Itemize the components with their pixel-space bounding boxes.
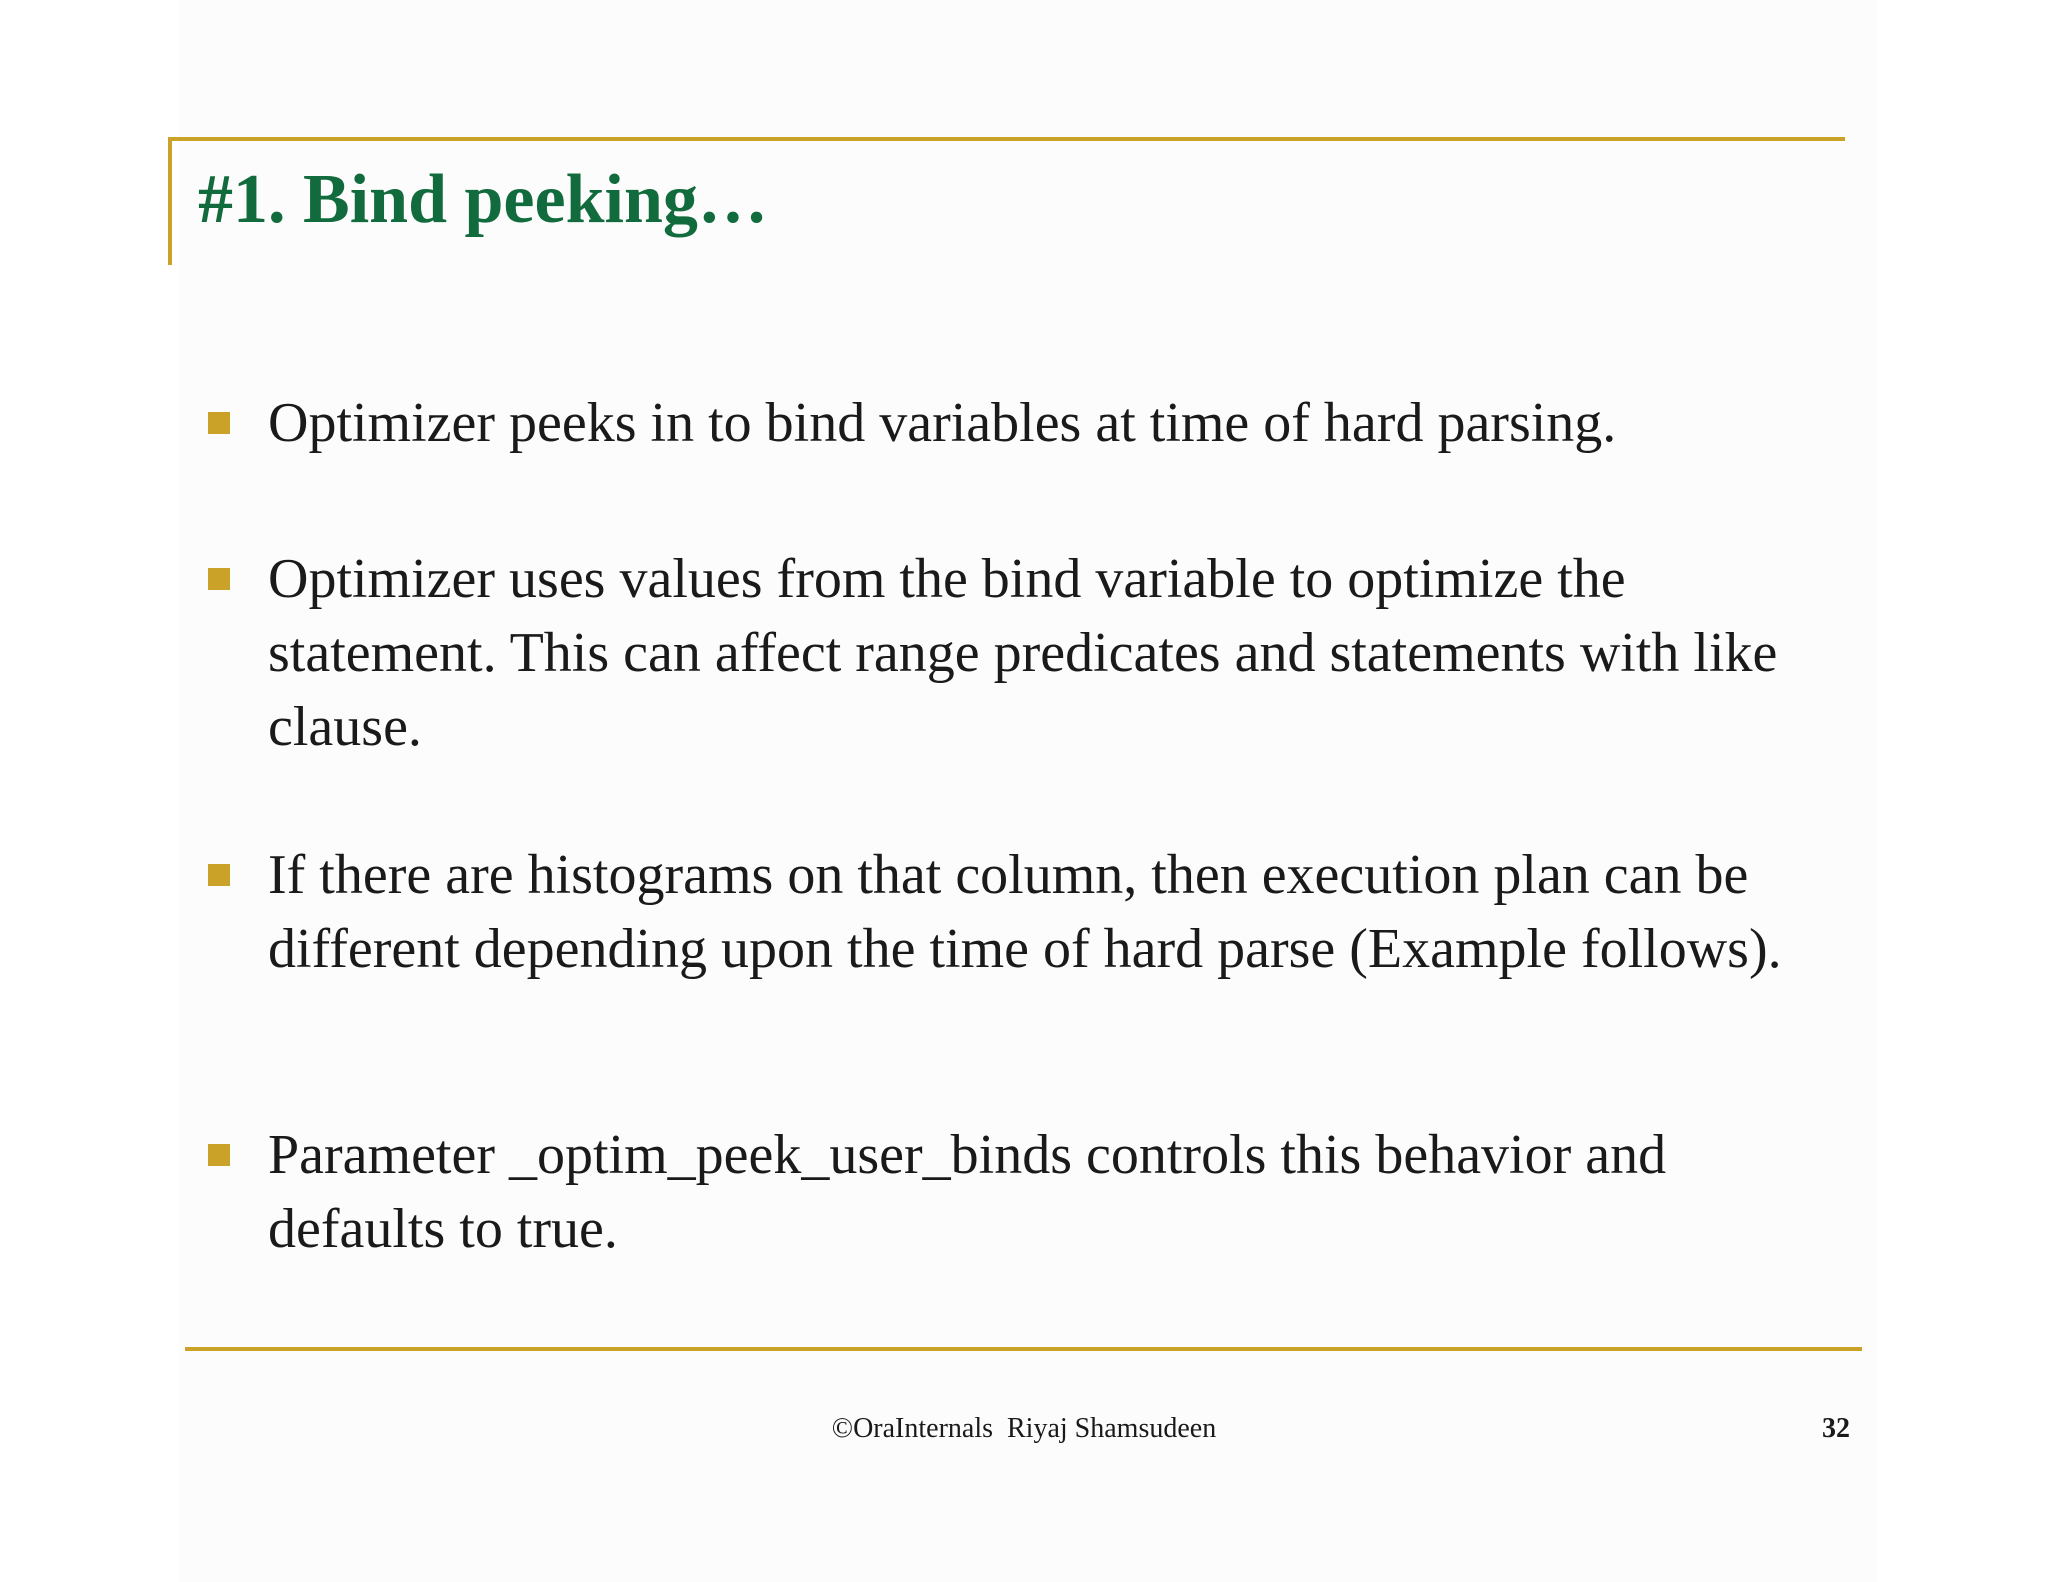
bullet-text: Optimizer peeks in to bind variables at time of hard parsing. — [268, 392, 1617, 454]
square-bullet-icon — [208, 864, 230, 886]
page-number: 32 — [1822, 1413, 1850, 1444]
footer-copyright: ©OraInternals Riyaj Shamsudeen — [831, 1413, 1217, 1444]
bullet-text: Optimizer uses values from the bind variable to optimize the statement. This can affect range predicates and statements with like clause. — [268, 548, 1778, 758]
title-frame-top-rule — [168, 137, 1845, 141]
bullet-text: Parameter _optim_peek_user_binds controls this behavior and defaults to true. — [268, 1124, 1667, 1260]
bullet-item — [268, 542, 1828, 764]
square-bullet-icon — [208, 412, 230, 434]
bullet-item — [268, 386, 1828, 460]
slide-title: #1. Bind peeking… — [198, 161, 768, 238]
bullet-item — [268, 838, 1828, 986]
footer-rule — [185, 1347, 1862, 1351]
square-bullet-icon — [208, 1144, 230, 1166]
bullet-text: If there are histograms on that column, then execution plan can be different depending upon the time of hard parse (Example follows). — [268, 844, 1782, 980]
bullet-item — [268, 1118, 1828, 1266]
square-bullet-icon — [208, 568, 230, 590]
title-frame-left-rule — [168, 137, 172, 265]
